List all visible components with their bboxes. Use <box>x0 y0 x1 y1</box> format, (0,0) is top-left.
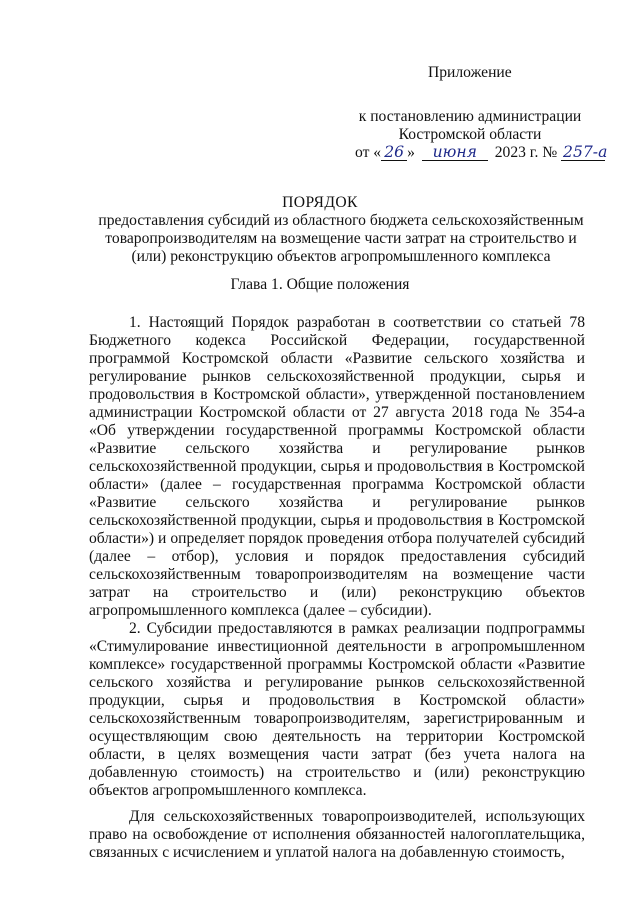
paragraph-2: 2. Субсидии предоставляются в рамках реализации подпрограммы «Стимулирование инвестиционной деятельности в агропромышленном комплексе» государственной программы Костромской области «Развитие сельского хозяйства и регулирование рынков сельскохозяйственной продукции, сырья и продовольствия в Костромской области» сельскохозяйственным товаропроизводителям, зарегистрированным и осуществляющим свою деятельность на территории Костромской области, в целях возмещения части затрат (без учета налога на добавленную стоимость) на строительство и (или) реконструкцию объектов агропромышленного комплекса. <box>89 620 585 799</box>
chapter-heading: Глава 1. Общие положения <box>230 276 410 293</box>
date-year: 2023 г. № <box>494 144 558 161</box>
decree-line-1: к постановлению администрации <box>358 108 582 125</box>
date-separator: » <box>407 144 415 161</box>
paragraph-3: Для сельскохозяйственных товаропроизводителей, использующих право на освобождение от исполнения обязанностей налогоплательщика, связанных с исчислением и уплатой налога на добавленную стоимость, <box>89 808 585 861</box>
handwritten-day: 26 <box>381 144 407 161</box>
decree-date-line <box>355 143 608 162</box>
appendix-label: Приложение <box>428 64 512 81</box>
decree-reference <box>355 108 608 162</box>
document-title: ПОРЯДОК <box>282 194 358 211</box>
paragraph-1: 1. Настоящий Порядок разработан в соответствии со статьей 78 Бюджетного кодекса Российской Федерации, государственной программой Костромской области «Развитие сельского хозяйства и регулирование рынков сельскохозяйственной продукции, сырья и продовольствия в Костромской области», утвержденной постановлением администрации Костромской области от 27 августа 2018 года № 354-а «Об утверждении государственной программы Костромской области «Развитие сельского хозяйства и регулирование рынков сельскохозяйственной продукции, сырья и продовольствия в Костромской области» (далее – государственная программа Костромской области «Развитие сельского хозяйства и регулирование рынков сельскохозяйственной продукции, сырья и продовольствия в Костромской области») и определяет порядок проведения отбора получателей субсидий (далее – отбор), условия и порядок предоставления субсидий сельскохозяйственным товаропроизводителям на возмещение части затрат на строительство и (или) реконструкцию объектов агропромышленного комплекса (далее – субсидии). <box>89 314 585 619</box>
document-body <box>89 314 585 862</box>
document-subtitle: предоставления субсидий из областного бюджета сельскохозяйственным товаропроизводителям на возмещение части затрат на строительство и (или) реконструкцию объектов агропромышленного комплекса <box>98 212 584 265</box>
handwritten-doc-number: 257-а <box>563 143 608 161</box>
date-prefix: от « <box>355 144 382 161</box>
handwritten-month: июня <box>422 144 488 161</box>
decree-line-2: Костромской области <box>398 126 542 143</box>
